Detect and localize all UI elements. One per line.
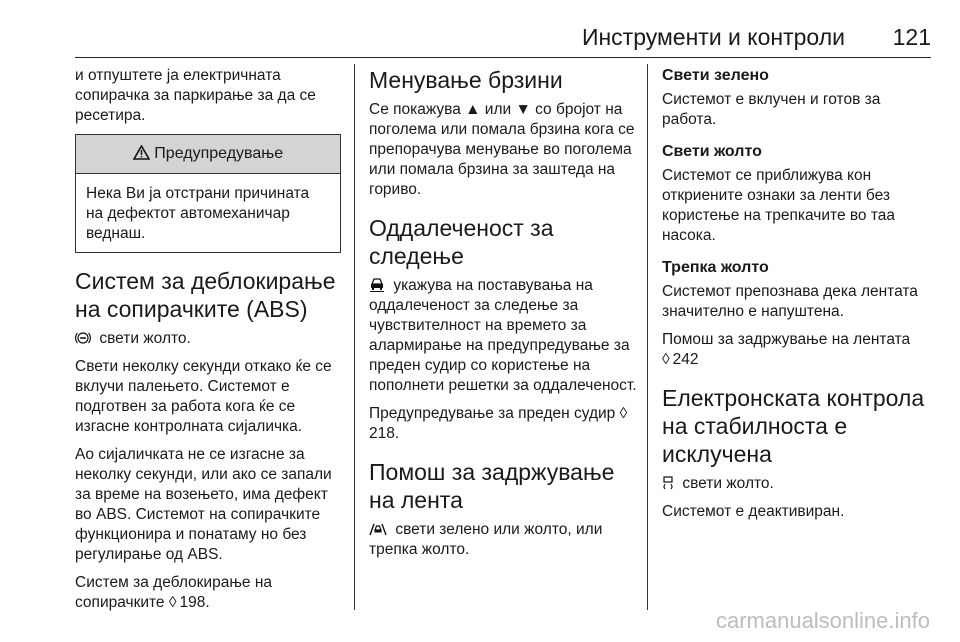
abs-reference-text: Систем за деблокирање на сопирачките	[75, 574, 273, 611]
abs-reference-page[interactable]: 198.	[179, 594, 210, 611]
warning-triangle-icon	[133, 145, 150, 160]
page-reference-icon: ◊	[662, 351, 670, 368]
watermark: carmanualsonline.info	[715, 608, 930, 633]
flash-paragraph: Системот препознава дека лентата значително е напуштена.	[662, 283, 918, 320]
header-rule	[75, 57, 931, 58]
distance-reference-page[interactable]: 218.	[369, 425, 400, 442]
page-reference-icon: ◊	[619, 405, 628, 422]
section-heading-distance: Оддалеченост за следење	[369, 215, 554, 269]
distance-text: укажува на поставувања на оддалеченост за следење за чувствителност на времето за алармирање на предупредување за преден судир со користење на пополнети решетки за оддалеченост.	[369, 277, 637, 394]
page-number: 121	[892, 24, 931, 50]
yellow-paragraph: Системот се приближува кон откриените ознаки за ленти без користење на трепкачите во таа насока.	[662, 167, 896, 244]
esc-indicator-text: свети жолто.	[682, 475, 774, 492]
distance-paragraph	[369, 276, 637, 396]
esc-paragraph: Системот е деактивиран.	[662, 503, 845, 520]
distance-reference-paragraph	[369, 404, 637, 444]
lane-reference-paragraph	[662, 330, 934, 370]
lane-reference-text: Помош за задржување на лентата	[662, 331, 911, 348]
column-left	[75, 66, 341, 621]
column-middle	[369, 66, 637, 568]
lane-paragraph	[369, 520, 637, 560]
abs-indicator-text: свети жолто.	[99, 330, 191, 347]
warning-body: Нека Ви ја отстрани причината на дефектот автомеханичар веднаш.	[86, 185, 310, 242]
column-right	[662, 66, 934, 530]
subheading-flash: Трепка жолто	[662, 259, 769, 276]
esc-off-icon	[662, 475, 674, 490]
column-divider	[647, 64, 648, 610]
distance-reference-text: Предупредување за преден судир	[369, 405, 616, 422]
lane-reference-page[interactable]: 242	[672, 351, 699, 368]
section-heading-abs: Систем за деблокирање на сопирачките (ABS)	[75, 268, 336, 322]
subheading-green: Свети зелено	[662, 67, 769, 84]
vehicle-ahead-icon	[369, 277, 385, 292]
abs-reference-paragraph	[75, 573, 341, 613]
lane-text: свети зелено или жолто, или трепка жолто.	[369, 521, 603, 558]
column-divider	[354, 64, 355, 610]
section-heading-shift: Менување брзини	[369, 67, 563, 93]
green-paragraph: Системот е вклучен и готов за работа.	[662, 91, 881, 128]
subheading-yellow: Свети жолто	[662, 143, 762, 160]
warning-header	[76, 135, 340, 174]
warning-box	[75, 134, 341, 253]
section-heading-esc: Електронската контрола на стабилноста е исклучена	[662, 385, 925, 467]
esc-indicator-paragraph	[662, 474, 934, 494]
intro-paragraph: и отпуштете ја електричната сопирачка за паркирање за да се ресетира.	[75, 67, 316, 124]
running-title: Инструменти и контроли	[581, 24, 845, 50]
section-heading-lane: Помош за задржување на лента	[369, 459, 615, 513]
page-reference-icon: ◊	[168, 594, 177, 611]
shift-paragraph: Се покажува ▲ или ▼ со бројот на поголема или помала брзина кога се препорачува менување во поголема или помала брзина за заштеда на гориво.	[369, 101, 635, 198]
abs-paragraph-1: Свети неколку секунди откако ќе се вклучи палењето. Системот е подготвен за работа кога ќе се изгасне контролната сијаличка.	[75, 358, 332, 435]
warning-title: Предупредување	[154, 145, 284, 162]
lane-keep-icon	[369, 521, 387, 536]
page-header	[75, 18, 931, 58]
abs-icon	[75, 330, 91, 346]
abs-indicator-paragraph	[75, 329, 341, 349]
abs-paragraph-2: Ао сијаличката не се изгасне за неколку секунди, или ако се запали за време на возењето, има дефект во ABS. Системот на сопирачките функционира и понатаму но без регулирање од ABS.	[75, 446, 332, 563]
